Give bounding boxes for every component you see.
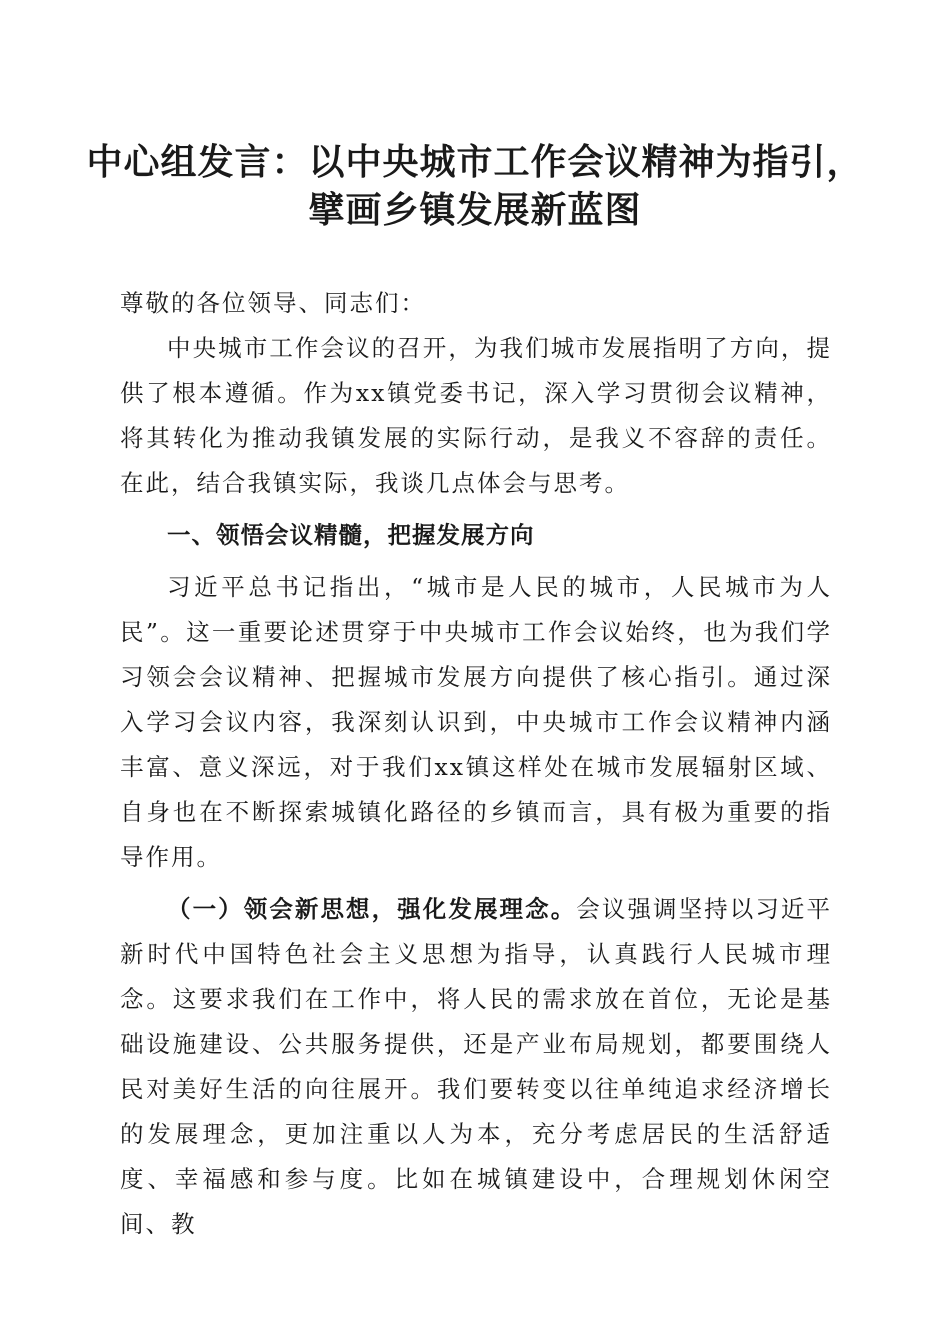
subsection-1-lead: （一）领会新思想，强化发展理念。 bbox=[167, 895, 577, 923]
document-body bbox=[120, 281, 832, 1247]
greeting: 尊敬的各位领导、同志们： bbox=[120, 289, 426, 317]
subsection-1-paragraph bbox=[120, 887, 832, 1247]
document-title bbox=[60, 138, 890, 234]
title-line-1: 中心组发言：以中央城市工作会议精神为指引， bbox=[86, 141, 864, 183]
subsection-1-body: 会议强调坚持以习近平新时代中国特色社会主义思想为指导，认真践行人民城市理念。这要求我们在工作中，将人民的需求放在首位，无论是基础设施建设、公共服务提供，还是产业布局规划，都要围绕人民对美好生活的向往展开。我们要转变以往单纯追求经济增长的发展理念，更加注重以人为本，充分考虑居民的生活舒适度、幸福感和参与度。比如在城镇建设中，合理规划休闲空间、教 bbox=[120, 895, 833, 1238]
section-heading-1: 一、领悟会议精髓，把握发展方向 bbox=[167, 521, 535, 549]
intro-paragraph: 中央城市工作会议的召开，为我们城市发展指明了方向，提供了根本遵循。作为xx镇党委书记，深入学习贯彻会议精神，将其转化为推动我镇发展的实际行动，是我义不容辞的责任。在此，结合我镇实际，我谈几点体会与思考。 bbox=[120, 334, 832, 497]
title-line-2: 擘画乡镇发展新蓝图 bbox=[308, 189, 642, 231]
section-1-paragraph: 习近平总书记指出，“城市是人民的城市，人民城市为人民”。这一重要论述贯穿于中央城市工作会议始终，也为我们学习领会会议精神、把握城市发展方向提供了核心指引。通过深入学习会议内容，我深刻认识到，中央城市工作会议精神内涵丰富、意义深远，对于我们xx镇这样处在城市发展辐射区域、自身也在不断探索城镇化路径的乡镇而言，具有极为重要的指导作用。 bbox=[120, 573, 832, 871]
